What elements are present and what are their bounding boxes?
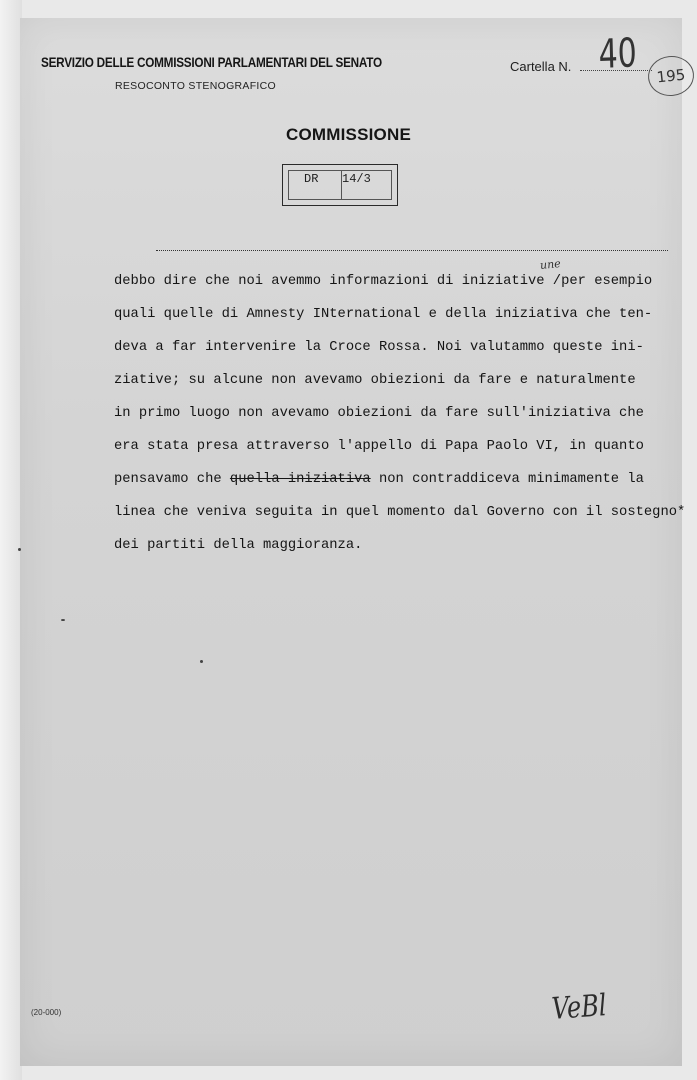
reference-number: 14/3 bbox=[342, 172, 371, 186]
handwritten-insertion: une bbox=[539, 256, 562, 273]
text-line: era stata presa attraverso l'appello di Papa Paolo VI, in quanto bbox=[114, 439, 644, 454]
text-line: debbo dire che noi avemmo informazioni di iniziative /per esempio bbox=[114, 274, 653, 289]
struck-out-text: quella iniziativa bbox=[229, 472, 371, 487]
handwritten-initials: VeBl bbox=[550, 988, 608, 1027]
text-line: deva a far intervenire la Croce Rossa. Noi valutammo queste ini- bbox=[114, 340, 644, 355]
text-line: ziative; su alcune non avevamo obiezioni da fare e naturalmente bbox=[114, 373, 636, 388]
form-code: (20-000) bbox=[31, 1008, 62, 1017]
cartella-number-handwritten: 40 bbox=[598, 30, 638, 78]
reference-code: DR bbox=[304, 172, 319, 186]
document-type-label: RESOCONTO STENOGRAFICO bbox=[115, 80, 277, 92]
text-line: quali quelle di Amnesty INternational e della iniziativa che ten- bbox=[114, 307, 653, 322]
service-heading: SERVIZIO DELLE COMMISSIONI PARLAMENTARI DEL SENATO bbox=[41, 54, 382, 70]
reference-box bbox=[282, 164, 398, 206]
cartella-label: Cartella N. bbox=[510, 59, 572, 74]
typed-text-body bbox=[114, 268, 686, 565]
text-line: linea che veniva seguita in quel momento dal Governo con il sostegno* bbox=[114, 505, 686, 520]
page-title: COMMISSIONE bbox=[286, 125, 411, 144]
scan-speck bbox=[61, 619, 65, 621]
scan-speck bbox=[200, 660, 203, 663]
page-stamp: 195 bbox=[646, 54, 696, 99]
text-line: dei partiti della maggioranza. bbox=[114, 538, 363, 553]
text-segment: non contraddiceva minimamente la bbox=[370, 472, 644, 487]
scan-speck bbox=[18, 548, 21, 551]
text-line: in primo luogo non avevamo obiezioni da fare sull'iniziativa che bbox=[114, 406, 644, 421]
dotted-divider bbox=[156, 250, 668, 251]
text-line-with-strikeout bbox=[114, 466, 674, 499]
text-segment: pensavamo che bbox=[114, 472, 230, 487]
scan-margin bbox=[0, 0, 22, 1080]
